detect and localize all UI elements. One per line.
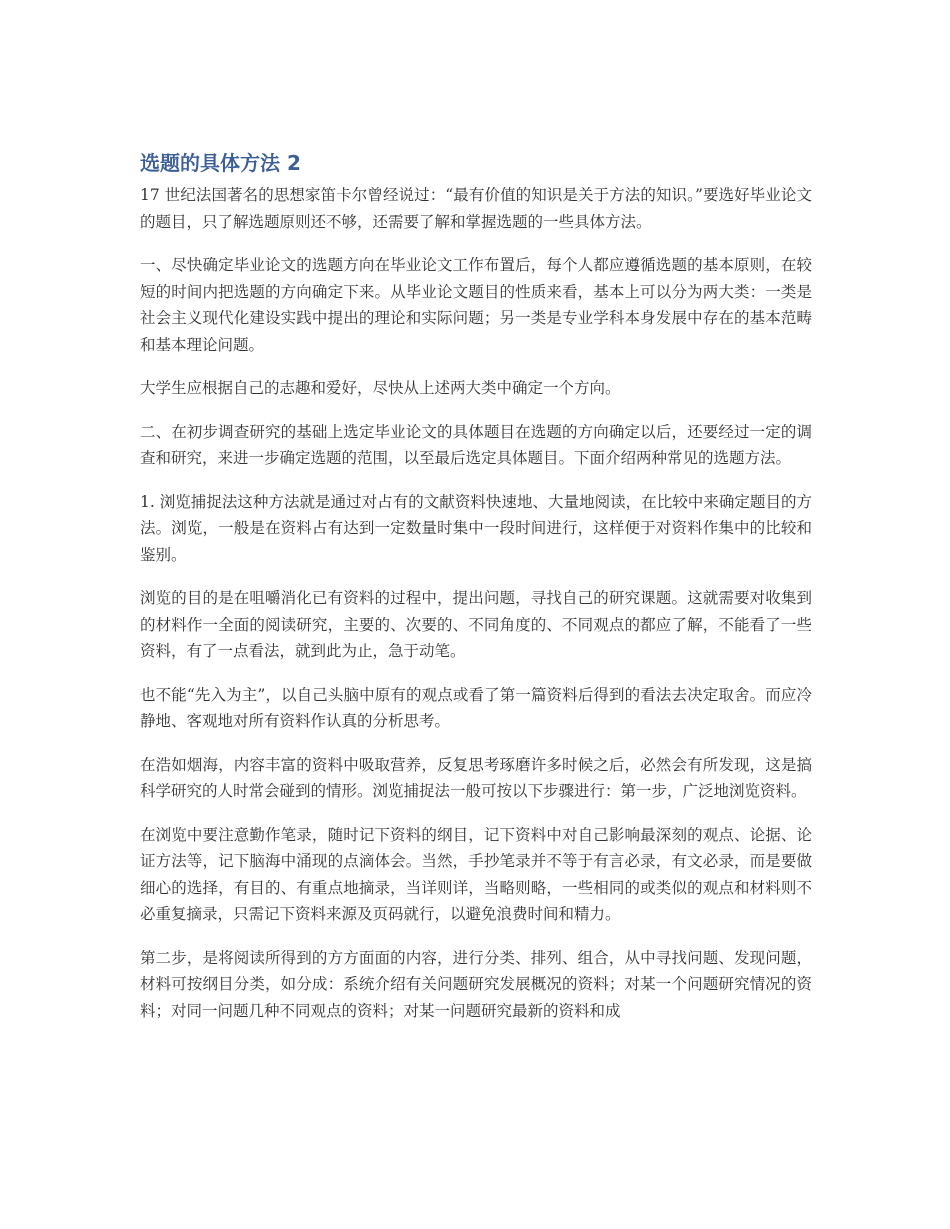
paragraph-step-one: 在浩如烟海，内容丰富的资料中吸取营养，反复思考琢磨许多时候之后，必然会有所发现，这是搞科学研究的人时常会碰到的情形。浏览捕捉法一般可按以下步骤进行：第一步，广泛地浏览资料。 xyxy=(140,755,812,800)
paragraph-browse-purpose: 浏览的目的是在咀嚼消化已有资料的过程中，提出问题，寻找自己的研究课题。这就需要对收集到的材料作一全面的阅读研究，主要的、次要的、不同角度的、不同观点的都应了解，不能看了一些资料，有了一点看法，就到此为止，急于动笔。 xyxy=(140,589,812,660)
paragraph-section-two: 二、在初步调查研究的基础上选定毕业论文的具体题目在选题的方向确定以后，还要经过一定的调查和研究，来进一步确定选题的范围，以至最后选定具体题目。下面介绍两种常见的选题方法。 xyxy=(140,422,812,467)
document-page xyxy=(140,148,812,1041)
document-title: 选题的具体方法 2 xyxy=(140,151,301,175)
paragraph-intro: 17 世纪法国著名的思想家笛卡尔曾经说过：“最有价值的知识是关于方法的知识。”要选好毕业论文的题目，只了解选题原则还不够，还需要了解和掌握选题的一些具体方法。 xyxy=(140,186,812,231)
paragraph-no-preconception: 也不能“先入为主”，以自己头脑中原有的观点或看了第一篇资料后得到的看法去决定取舍。而应冷静地、客观地对所有资料作认真的分析思考。 xyxy=(140,685,812,730)
paragraph-take-notes: 在浏览中要注意勤作笔录，随时记下资料的纲目，记下资料中对自己影响最深刻的观点、论据、论证方法等，记下脑海中涌现的点滴体会。当然，手抄笔录并不等于有言必录，有文必录，而是要做细心的选择，有目的、有重点地摘录，当详则详，当略则略，一些相同的或类似的观点和材料则不必重复摘录，只需记下资料来源及页码就行，以避免浪费时间和精力。 xyxy=(140,825,812,923)
paragraph-browse-method: 1. 浏览捕捉法这种方法就是通过对占有的文献资料快速地、大量地阅读，在比较中来确定题目的方法。浏览，一般是在资料占有达到一定数量时集中一段时间进行，这样便于对资料作集中的比较和鉴别。 xyxy=(140,492,813,564)
paragraph-choose-direction: 大学生应根据自己的志趣和爱好，尽快从上述两大类中确定一个方向。 xyxy=(140,379,621,397)
paragraph-step-two: 第二步，是将阅读所得到的方方面面的内容，进行分类、排列、组合，从中寻找问题、发现问题，材料可按纲目分类，如分成：系统介绍有关问题研究发展概况的资料；对某一个问题研究情况的资料；对同一问题几种不同观点的资料；对某一问题研究最新的资料和成 xyxy=(140,948,812,1020)
paragraph-section-one: 一、尽快确定毕业论文的选题方向在毕业论文工作布置后，每个人都应遵循选题的基本原则，在较短的时间内把选题的方向确定下来。从毕业论文题目的性质来看，基本上可以分为两大类：一类是社会主义现代化建设实践中提出的理论和实际问题；另一类是专业学科本身发展中存在的基本范畴和基本理论问题。 xyxy=(140,256,812,354)
